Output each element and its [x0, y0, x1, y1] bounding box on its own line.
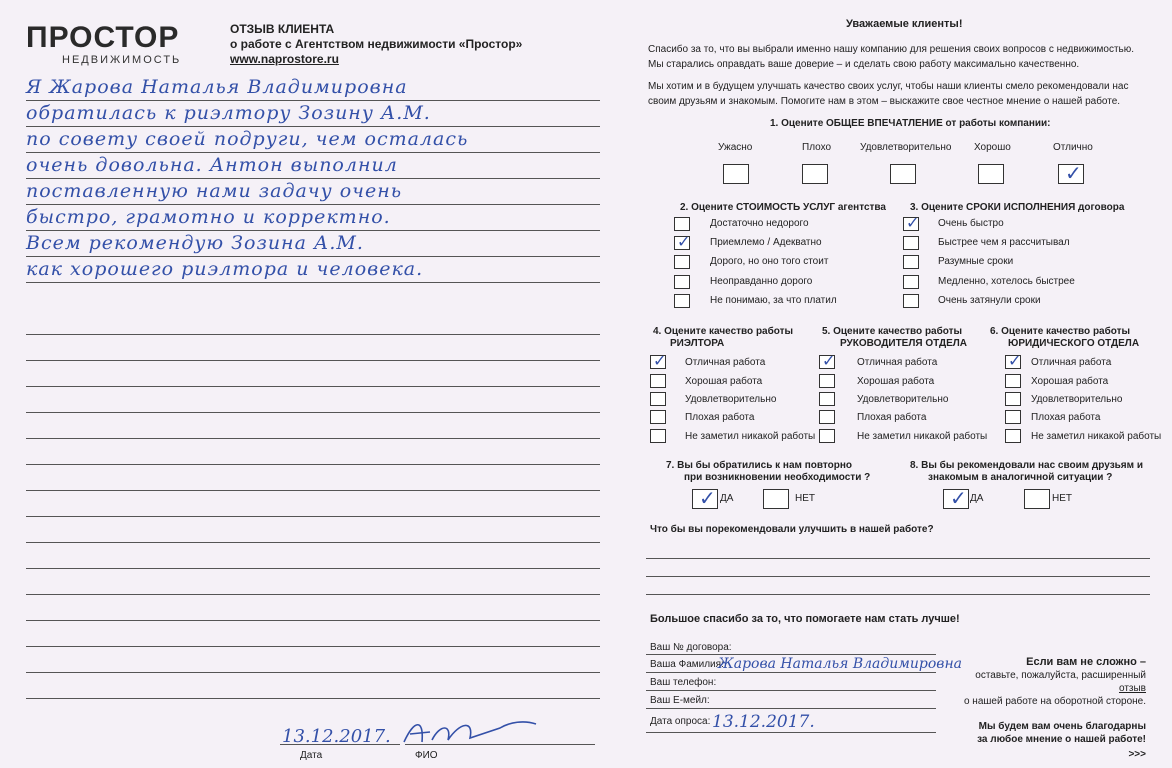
check-mark-icon: ✓: [1008, 351, 1022, 370]
header-site: www.naprostore.ru: [230, 52, 339, 66]
check-mark-icon: ✓: [822, 351, 836, 370]
q4-subtitle: РИЭЛТОРА: [670, 338, 725, 349]
q5-option-label: Удовлетворительно: [857, 394, 949, 405]
review-text: Всем рекомендую Зозина А.М.: [26, 232, 364, 254]
q3-option-label: Быстрее чем я рассчитывал: [938, 237, 1070, 248]
surname-value: Жарова Наталья Владимировна: [718, 656, 963, 672]
q7-no-label: НЕТ: [795, 493, 815, 504]
q6-subtitle: ЮРИДИЧЕСКОГО ОТДЕЛА: [1008, 338, 1140, 349]
check-mark-icon: ✓: [906, 213, 920, 232]
date-line: [280, 744, 400, 745]
survey-date-label: Дата опроса:: [650, 716, 711, 727]
side-note-review-link[interactable]: отзыв: [1118, 683, 1146, 694]
check-mark-icon: ✓: [1065, 161, 1082, 185]
surname-label: Ваша Фамилия:: [650, 659, 724, 670]
q3-option-label: Очень затянули сроки: [938, 295, 1041, 306]
q2-title: 2. Оцените СТОИМОСТЬ УСЛУГ агентства: [680, 202, 886, 213]
review-line: [26, 646, 600, 673]
contract-label: Ваш № договора:: [650, 642, 732, 653]
date-label: Дата: [300, 750, 323, 761]
q5-option-label: Плохая работа: [857, 412, 927, 423]
q2-option-label: Приемлемо / Адекватно: [710, 237, 822, 248]
review-line: [26, 178, 600, 205]
q2-checkbox[interactable]: [674, 275, 690, 289]
improve-line[interactable]: [646, 594, 1150, 595]
review-line: [26, 672, 600, 699]
review-line: [26, 204, 600, 231]
q5-option-label: Отличная работа: [857, 357, 938, 368]
side-note-line5: за любое мнение о нашей работе!: [977, 734, 1146, 745]
q6-checkbox-checked[interactable]: [1005, 351, 1022, 370]
arrows-icon: >>>: [1128, 749, 1146, 760]
brand-sub: НЕДВИЖИМОСТЬ: [62, 54, 182, 66]
q4-checkbox[interactable]: [650, 392, 666, 406]
q8-subtitle: знакомым в аналогичной ситуации ?: [928, 472, 1113, 483]
check-mark-icon: ✓: [950, 486, 967, 510]
surname-field[interactable]: [646, 672, 936, 673]
q1-option-label: Отлично: [1053, 142, 1093, 153]
review-line: [26, 568, 600, 595]
review-line: [26, 152, 600, 179]
q3-checkbox[interactable]: [903, 255, 919, 269]
q2-option-label: Не понимаю, за что платил: [710, 295, 837, 306]
review-line: [26, 74, 600, 101]
review-line: [26, 412, 600, 439]
q4-checkbox[interactable]: [650, 374, 666, 388]
q8-title: 8. Вы бы рекомендовали нас своим друзьям и: [910, 460, 1143, 471]
q2-checkbox-checked[interactable]: [674, 232, 691, 251]
q5-checkbox[interactable]: [819, 392, 835, 406]
q7-no-checkbox[interactable]: [763, 489, 789, 509]
check-mark-icon: ✓: [653, 351, 667, 370]
review-text: как хорошего риэлтора и человека.: [26, 258, 424, 280]
q2-option-label: Неоправданно дорого: [710, 276, 813, 287]
q4-title: 4. Оцените качество работы: [653, 326, 794, 337]
review-line: [26, 386, 600, 413]
q8-yes-label: ДА: [970, 493, 984, 504]
side-note: [946, 656, 1146, 761]
review-line: [26, 620, 600, 647]
improve-question: Что бы вы порекомендовали улучшить в нашей работе?: [650, 524, 934, 535]
side-note-line2a: оставьте, пожалуйста, расширенный: [975, 670, 1146, 681]
review-line: [26, 126, 600, 153]
q8-no-label: НЕТ: [1052, 493, 1072, 504]
q2-option-label: Дорого, но оно того стоит: [710, 256, 829, 267]
review-line: [26, 438, 600, 465]
email-label: Ваш Е-мейл:: [650, 695, 710, 706]
signature: [400, 714, 540, 748]
q3-checkbox-checked[interactable]: [903, 213, 920, 232]
q4-checkbox[interactable]: [650, 410, 666, 424]
review-text: обратилась к риэлтору Зозину А.М.: [26, 102, 431, 124]
phone-field[interactable]: [646, 690, 936, 691]
q6-checkbox[interactable]: [1005, 374, 1021, 388]
side-note-line3: о нашей работе на оборотной стороне.: [963, 696, 1146, 707]
improve-line[interactable]: [646, 558, 1150, 559]
contract-field[interactable]: [646, 654, 936, 655]
brand-name: ПРОСТОР: [26, 21, 180, 54]
header-subtitle: о работе с Агентством недвижимости «Простор»: [230, 37, 523, 51]
greeting: Уважаемые клиенты!: [846, 18, 963, 30]
survey-date-field[interactable]: [646, 732, 936, 733]
q1-option-label: Плохо: [802, 142, 832, 153]
review-line: [26, 256, 600, 283]
q5-checkbox-checked[interactable]: [819, 351, 836, 370]
review-text: поставленную нами задачу очень: [26, 180, 403, 202]
q1-checkbox[interactable]: [978, 164, 1004, 184]
q2-option-label: Достаточно недорого: [710, 218, 809, 229]
review-line: [26, 594, 600, 621]
q5-checkbox[interactable]: [819, 429, 835, 443]
check-mark-icon: ✓: [677, 232, 691, 251]
q7-subtitle: при возникновении необходимости ?: [684, 472, 871, 483]
q5-option-label: Хорошая работа: [857, 376, 935, 387]
review-line: [26, 100, 600, 127]
fio-line: [405, 744, 595, 745]
q5-title: 5. Оцените качество работы: [822, 326, 963, 337]
q2-checkbox[interactable]: [674, 255, 690, 269]
review-text: Я Жарова Наталья Владимировна: [26, 76, 408, 98]
q3-checkbox[interactable]: [903, 275, 919, 289]
review-line: [26, 360, 600, 387]
q6-checkbox[interactable]: [1005, 392, 1021, 406]
side-note-line1: Если вам не сложно –: [1026, 656, 1146, 668]
q5-checkbox[interactable]: [819, 410, 835, 424]
q3-option-label: Медленно, хотелось быстрее: [938, 276, 1075, 287]
review-text: быстро, грамотно и корректно.: [26, 206, 391, 228]
q8-no-checkbox[interactable]: [1024, 489, 1050, 509]
q1-checkbox[interactable]: [890, 164, 916, 184]
q1-title: 1. Оцените ОБЩЕЕ ВПЕЧАТЛЕНИЕ от работы компании:: [770, 118, 1051, 129]
q3-checkbox[interactable]: [903, 236, 919, 250]
q2-checkbox[interactable]: [674, 294, 690, 308]
survey-date-value: 13.12.2017.: [712, 712, 815, 732]
q3-title: 3. Оцените СРОКИ ИСПОЛНЕНИЯ договора: [910, 202, 1125, 213]
side-note-line2: [946, 669, 1146, 695]
intro-paragraph-2: Мы хотим и в будущем улучшать качество своих услуг, чтобы наши клиенты смело рекомендовали нас своим друзьям и знакомым. Помогите нам в этом – выскажите свое честное мнение о нашей работе.: [648, 81, 1129, 107]
q1-option-label: Хорошо: [974, 142, 1011, 153]
q6-checkbox[interactable]: [1005, 429, 1021, 443]
q4-option-label: Хорошая работа: [685, 376, 763, 387]
header-block: [230, 22, 522, 66]
q7-yes-label: ДА: [720, 493, 734, 504]
review-line: [26, 230, 600, 257]
q6-option-label: Хорошая работа: [1031, 376, 1109, 387]
q3-option-label: Разумные сроки: [938, 256, 1014, 267]
q4-option-label: Отличная работа: [685, 357, 766, 368]
review-line: [26, 464, 600, 491]
improve-line[interactable]: [646, 576, 1150, 577]
review-text: очень довольна. Антон выполнил: [26, 154, 398, 176]
review-line: [26, 542, 600, 569]
q4-checkbox-checked[interactable]: [650, 351, 667, 370]
brand-logo: [26, 22, 181, 66]
q1-option-label: Удовлетворительно: [860, 142, 952, 153]
side-note-line4: Мы будем вам очень благодарны: [978, 721, 1146, 732]
q3-option-label: Очень быстро: [938, 218, 1004, 229]
q4-option-label: Удовлетворительно: [685, 394, 777, 405]
q6-title: 6. Оцените качество работы: [990, 326, 1131, 337]
fio-label: ФИО: [415, 750, 438, 761]
review-text: по совету своей подруги, чем осталась: [26, 128, 469, 150]
q5-subtitle: РУКОВОДИТЕЛЯ ОТДЕЛА: [840, 338, 968, 349]
q5-option-label: Не заметил никакой работы: [857, 431, 988, 442]
q8-yes-checkbox-checked[interactable]: [943, 486, 969, 510]
phone-label: Ваш телефон:: [650, 677, 717, 688]
q7-title: 7. Вы бы обратились к нам повторно: [666, 460, 852, 471]
q1-checkbox-checked[interactable]: [1058, 161, 1084, 185]
q6-option-label: Отличная работа: [1031, 357, 1112, 368]
q4-option-label: Не заметил никакой работы: [685, 431, 816, 442]
intro-paragraph-1: Спасибо за то, что вы выбрали именно нашу компанию для решения своих вопросов с недвижимостью. Мы старались оправдать ваше доверие – и сделать свою работу максимально качественно.: [648, 44, 1135, 70]
review-line: [26, 334, 600, 361]
check-mark-icon: ✓: [699, 486, 716, 510]
q1-option-label: Ужасно: [718, 142, 753, 153]
q1-checkbox[interactable]: [723, 164, 749, 184]
q4-checkbox[interactable]: [650, 429, 666, 443]
q6-option-label: Не заметил никакой работы: [1031, 431, 1162, 442]
header-title: ОТЗЫВ КЛИЕНТА: [230, 22, 335, 36]
review-line: [26, 308, 600, 335]
q4-option-label: Плохая работа: [685, 412, 755, 423]
q2-checkbox[interactable]: [674, 217, 690, 231]
review-line: [26, 490, 600, 517]
q6-checkbox[interactable]: [1005, 410, 1021, 424]
review-line: [26, 516, 600, 543]
q6-option-label: Удовлетворительно: [1031, 394, 1123, 405]
q5-checkbox[interactable]: [819, 374, 835, 388]
q7-yes-checkbox-checked[interactable]: [692, 486, 718, 510]
q1-checkbox[interactable]: [802, 164, 828, 184]
thanks-text: Большое спасибо за то, что помогаете нам стать лучше!: [650, 613, 960, 625]
q6-option-label: Плохая работа: [1031, 412, 1101, 423]
email-field[interactable]: [646, 708, 936, 709]
review-date-value: 13.12.2017.: [282, 726, 391, 747]
q3-checkbox[interactable]: [903, 294, 919, 308]
